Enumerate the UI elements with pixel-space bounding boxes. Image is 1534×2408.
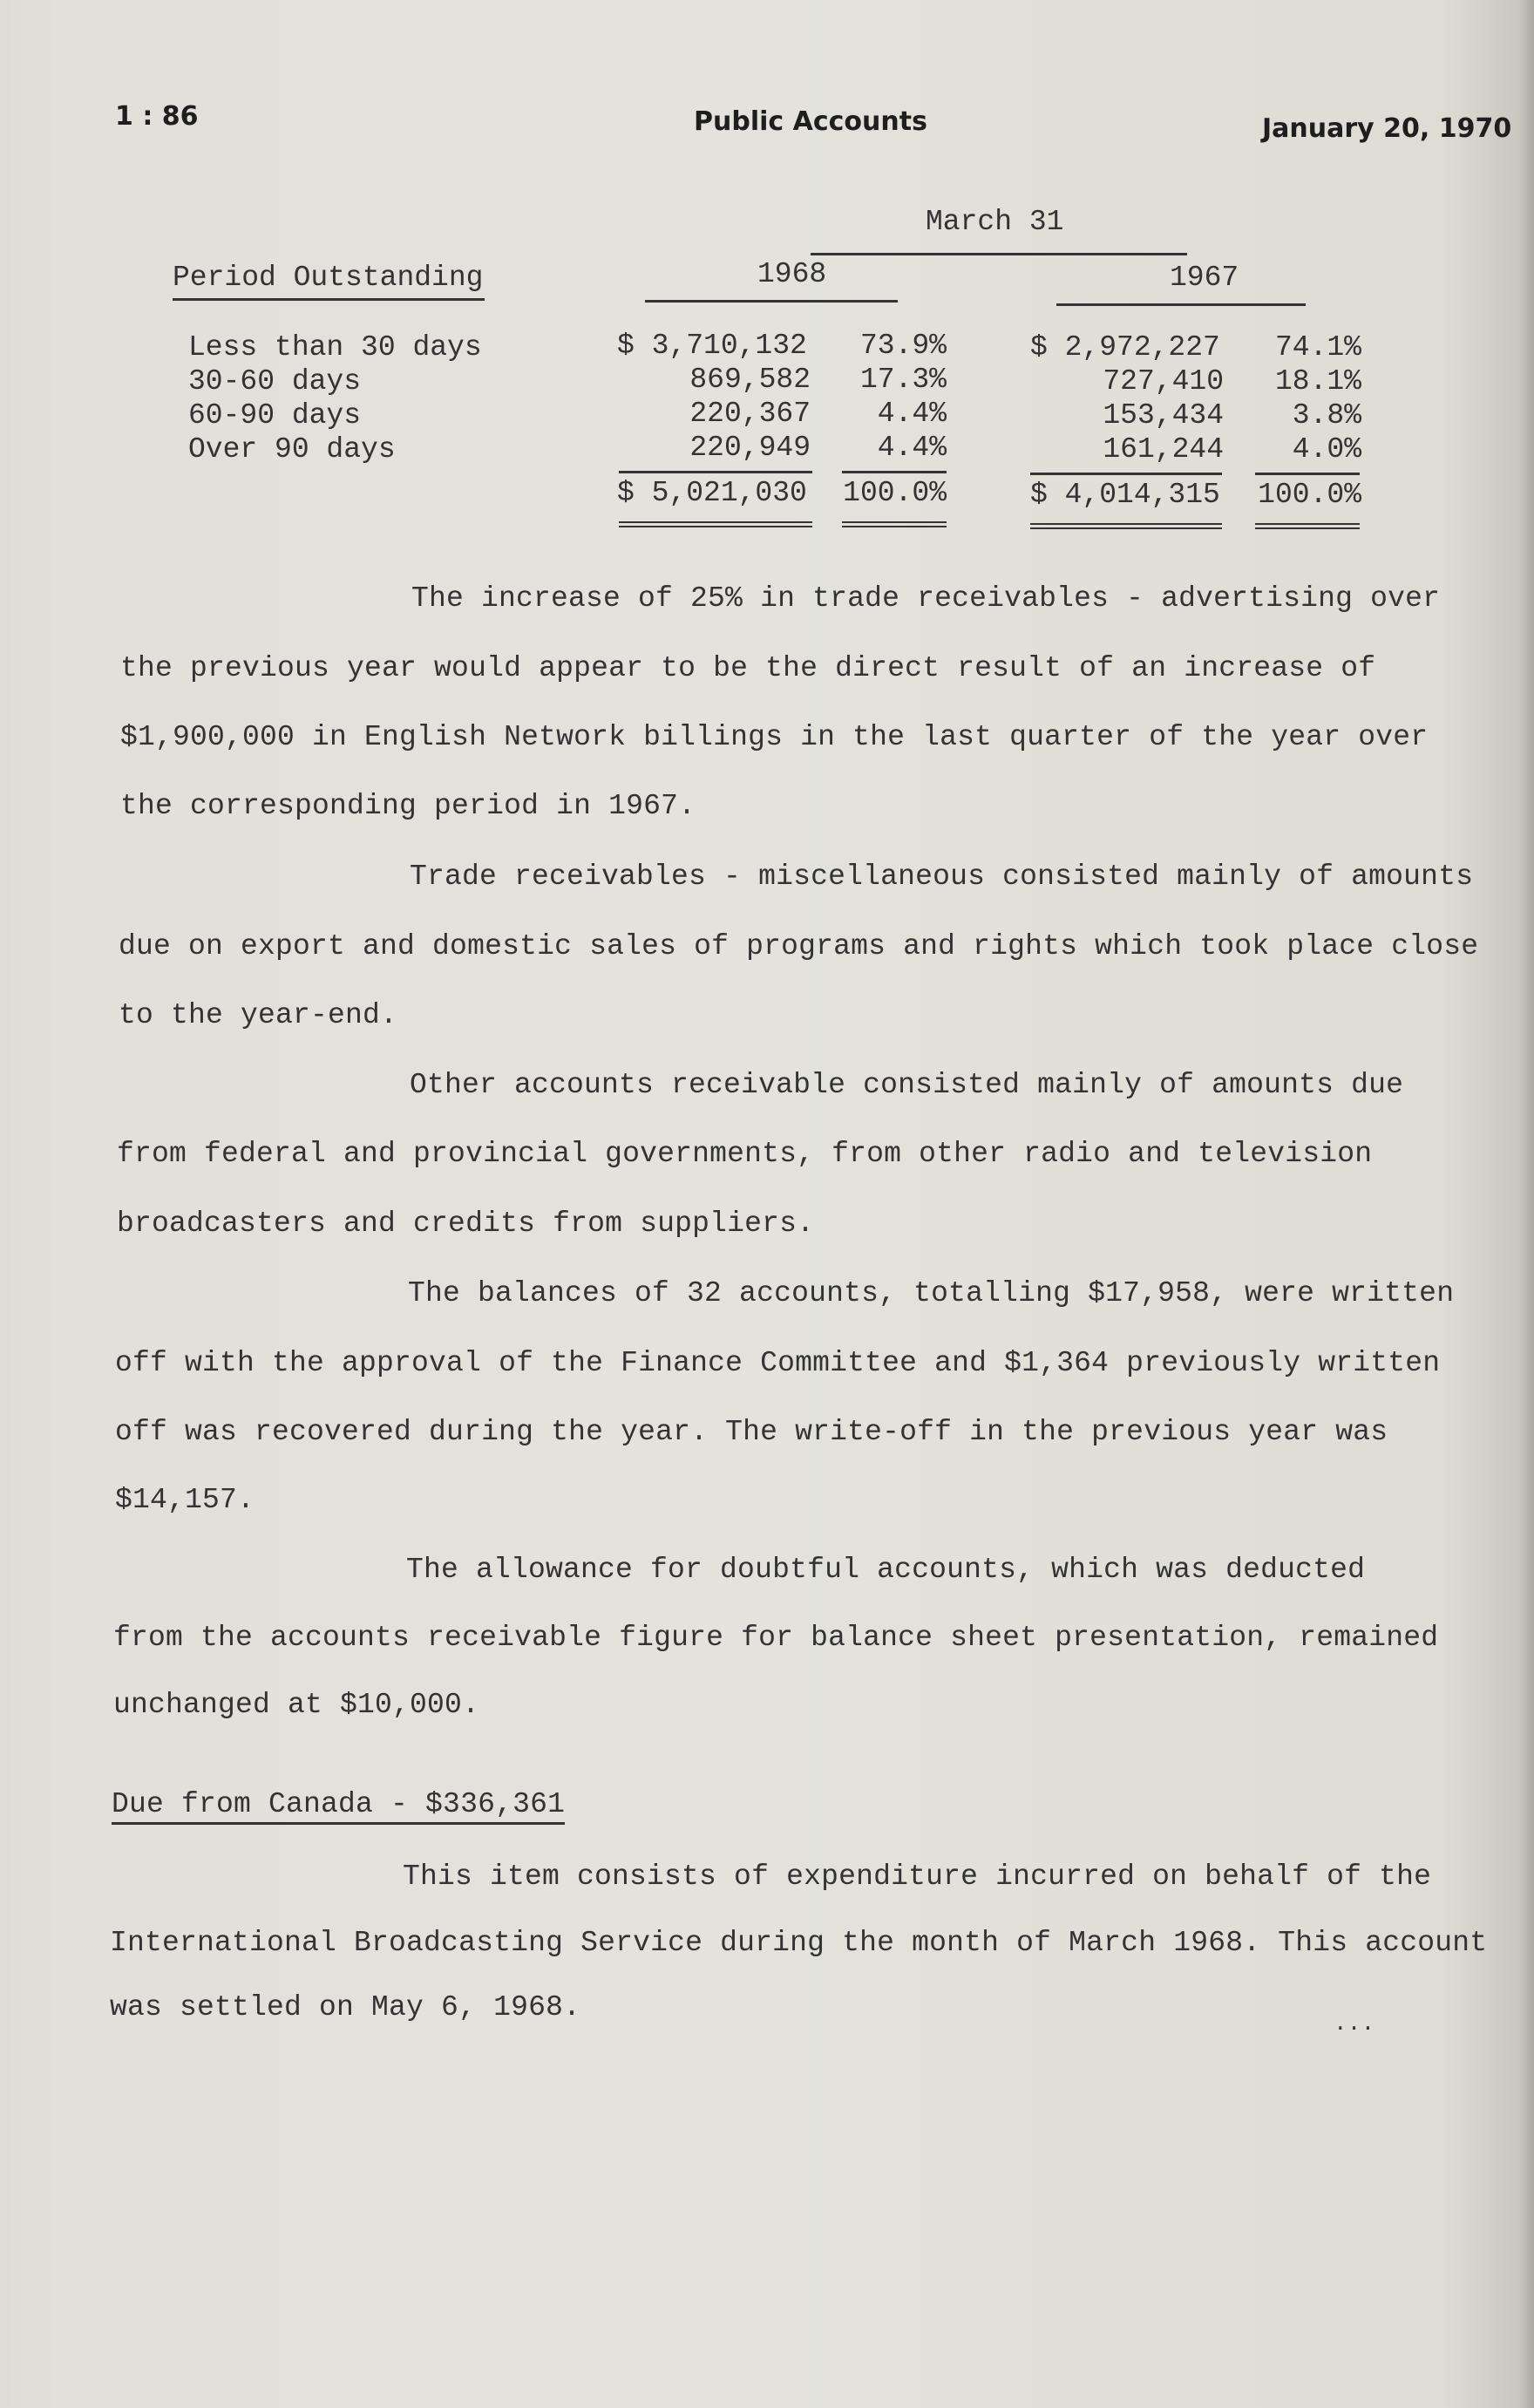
text-line: from federal and provincial governments, from other radio and television (117, 1138, 1373, 1170)
amount-1967: 161,244 (1103, 433, 1224, 466)
subtotal-rule (1030, 473, 1222, 475)
total-double-rule (842, 521, 947, 527)
text-line: $1,900,000 in English Network billings in the last quarter of the year over (120, 721, 1429, 753)
total-amount-1968: $ 5,021,030 (617, 477, 807, 509)
percent-1967: 18.1% (1274, 365, 1361, 398)
text-line: International Broadcasting Service during the month of March 1968. This account (110, 1927, 1488, 1959)
text-line: unchanged at $10,000. (113, 1689, 480, 1721)
row-header-rule (173, 298, 485, 301)
row-label: Over 90 days (188, 433, 396, 466)
year-1968-rule (645, 300, 898, 303)
continuation-marker: ... (1334, 2010, 1375, 2037)
text-line: broadcasters and credits from suppliers. (117, 1207, 815, 1240)
total-double-rule (1030, 523, 1222, 529)
total-double-rule (619, 521, 812, 527)
row-header: Period Outstanding (173, 262, 484, 294)
text-line: to the year-end. (119, 999, 398, 1031)
total-double-rule (1255, 523, 1360, 529)
percent-1968: 4.4% (877, 432, 947, 464)
amount-1968: 220,367 (689, 398, 811, 430)
subtotal-rule (1255, 473, 1360, 475)
row-label: 60-90 days (188, 399, 362, 432)
text-line: This item consists of expenditure incurred on behalf of the (403, 1860, 1432, 1893)
text-line: The increase of 25% in trade receivables - advertising over (411, 582, 1441, 615)
text-line: $14,157. (115, 1484, 255, 1516)
percent-1968: 17.3% (859, 364, 947, 396)
amount-1967: 153,434 (1103, 399, 1224, 432)
table-group-header: March 31 (926, 206, 1064, 238)
subtotal-rule (619, 471, 812, 473)
total-percent-1968: 100.0% (843, 477, 947, 509)
total-percent-1967: 100.0% (1258, 479, 1361, 511)
subtotal-rule (842, 471, 947, 473)
year-1968-header: 1968 (757, 258, 827, 290)
document-title: Public Accounts (694, 106, 927, 137)
percent-1967: 74.1% (1274, 331, 1361, 364)
amount-1967: $ 2,972,227 (1030, 331, 1220, 364)
text-line: due on export and domestic sales of programs and rights which took place close (119, 930, 1479, 963)
text-line: was settled on May 6, 1968. (110, 1991, 581, 2024)
text-line: The balances of 32 accounts, totalling $17,958, were written (408, 1277, 1455, 1309)
page-reference: 1 : 86 (115, 101, 199, 132)
group-header-rule (811, 253, 1187, 255)
row-label: Less than 30 days (188, 331, 482, 364)
text-line: from the accounts receivable figure for balance sheet presentation, remained (113, 1622, 1439, 1654)
amount-1967: 727,410 (1103, 365, 1224, 398)
document-date: January 20, 1970 (1262, 113, 1512, 144)
row-label: 30-60 days (188, 365, 362, 398)
amount-1968: $ 3,710,132 (617, 330, 807, 362)
percent-1967: 4.0% (1292, 433, 1361, 466)
text-line: Other accounts receivable consisted mainly of amounts due (410, 1069, 1404, 1101)
percent-1968: 73.9% (859, 330, 947, 362)
text-line: off with the approval of the Finance Committee and $1,364 previously written (115, 1347, 1441, 1379)
year-1967-rule (1056, 303, 1306, 306)
amount-1968: 869,582 (689, 364, 811, 396)
text-line: off was recovered during the year. The write-off in the previous year was (115, 1416, 1388, 1448)
text-line: the corresponding period in 1967. (120, 790, 696, 822)
text-line: Trade receivables - miscellaneous consisted mainly of amounts (410, 860, 1474, 893)
year-1967-header: 1967 (1170, 262, 1239, 294)
percent-1968: 4.4% (877, 398, 947, 430)
total-amount-1967: $ 4,014,315 (1030, 479, 1220, 511)
percent-1967: 3.8% (1292, 399, 1361, 432)
section-heading: Due from Canada - $336,361 (112, 1788, 565, 1825)
text-line: The allowance for doubtful accounts, which was deducted (406, 1554, 1366, 1586)
amount-1968: 220,949 (689, 432, 811, 464)
text-line: the previous year would appear to be the direct result of an increase of (120, 652, 1376, 684)
